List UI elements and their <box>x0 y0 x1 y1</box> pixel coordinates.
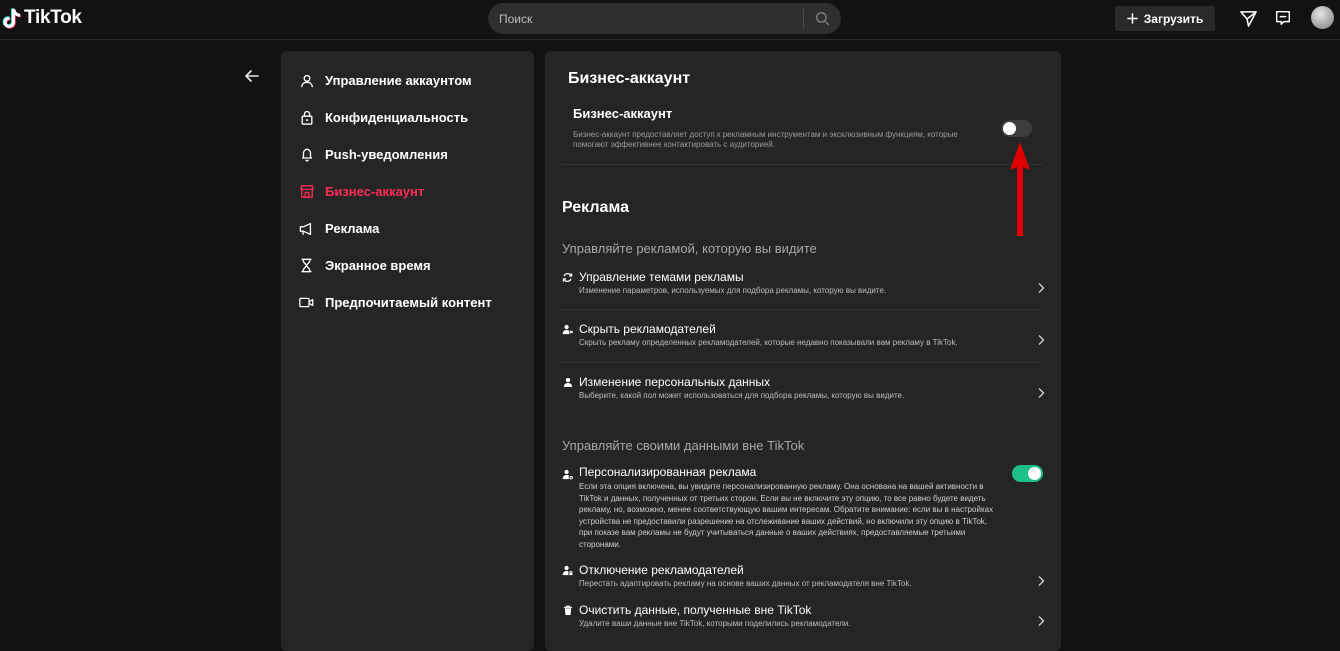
sidebar-item-label: Экранное время <box>325 258 431 273</box>
lock-icon <box>299 110 314 125</box>
toggle-knob <box>1003 122 1016 135</box>
top-header <box>0 0 1340 40</box>
divider <box>562 362 1043 363</box>
search-button[interactable] <box>804 3 840 34</box>
shop-icon <box>299 184 314 199</box>
back-button[interactable] <box>243 67 261 85</box>
sidebar-item-label: Конфиденциальность <box>325 110 469 125</box>
row-title: Управление темами рекламы <box>579 270 744 284</box>
refresh-icon <box>562 272 573 283</box>
sidebar-item-label: Реклама <box>325 221 380 236</box>
trash-icon <box>562 605 573 616</box>
search-input[interactable] <box>488 3 803 34</box>
row-description: Если эта опция включена, вы увидите персонализированную рекламу. Она основана на вашей активности в TikTok и данных, полученных от третьих сторон. Если вы не включите эту опцию, то все равно будете видеть рекламу, но, возможно, менее соответствующую вашим интересам. Обратите внимание: если вы в настройках устройства не предоставили разрешение на отслеживание ваших действий, но включили эту опцию в TikTok, при показе вам рекламы не будут учитываться данные о ваших действиях, предоставляемые третьими сторонами. <box>579 482 994 549</box>
divider <box>562 164 1043 165</box>
plus-icon <box>1127 13 1138 24</box>
brand-name: TikTok <box>24 7 82 28</box>
row-description: Скрыть рекламу определенных рекламодателей, которые недавно показывали вам рекламу в TikTok. <box>579 338 958 347</box>
row-description: Изменение параметров, используемых для подбора рекламы, которую вы видите. <box>579 286 887 295</box>
sidebar-item-label: Бизнес-аккаунт <box>325 184 425 199</box>
ads-section-title: Реклама <box>562 199 629 216</box>
row-title: Отключение рекламодателей <box>579 563 744 577</box>
chevron-right-icon <box>1037 334 1045 346</box>
sidebar-item-privacy[interactable] <box>281 99 534 136</box>
business-account-title: Бизнес-аккаунт <box>573 106 673 121</box>
sidebar-item-label: Предпочитаемый контент <box>325 295 492 310</box>
ads-subsection-title: Управляйте рекламой, которую вы видите <box>562 241 817 256</box>
message-icon <box>1274 9 1292 27</box>
sidebar-item-ads[interactable] <box>281 210 534 247</box>
row-description: Выберите, какой пол может использоваться для подбора рекламы, которую вы видите. <box>579 391 905 400</box>
inbox-send-button[interactable] <box>1238 8 1258 28</box>
arrow-left-icon <box>243 67 261 85</box>
upload-button[interactable] <box>1115 6 1215 31</box>
row-description: Удалите ваши данные вне TikTok, которыми поделились рекламодатели. <box>579 619 851 628</box>
personalized-ads-toggle[interactable] <box>1012 465 1043 482</box>
chevron-right-icon <box>1037 575 1045 587</box>
annotation-arrow-icon <box>1009 140 1031 238</box>
row-title: Персонализированная реклама <box>579 465 757 479</box>
disconnect-advertisers-row[interactable] <box>562 563 1043 595</box>
user-hide-icon <box>562 324 573 335</box>
upload-label: Загрузить <box>1143 11 1204 26</box>
user-icon <box>562 377 573 388</box>
personal-data-row[interactable] <box>562 375 1043 409</box>
toggle-knob <box>1028 467 1041 480</box>
sidebar-item-push[interactable] <box>281 136 534 173</box>
megaphone-icon <box>299 221 314 236</box>
ad-topics-row[interactable] <box>562 270 1043 304</box>
hide-advertisers-row[interactable] <box>562 322 1043 356</box>
chevron-right-icon <box>1037 387 1045 399</box>
search-icon <box>815 11 830 26</box>
paper-plane-icon <box>1239 9 1258 28</box>
clear-off-tiktok-data-row[interactable] <box>562 603 1043 635</box>
chevron-right-icon <box>1037 615 1045 627</box>
settings-panel <box>545 51 1061 651</box>
sidebar-item-label: Управление аккаунтом <box>325 73 472 88</box>
sidebar-item-content[interactable] <box>281 284 534 321</box>
messages-button[interactable] <box>1273 8 1293 28</box>
hourglass-icon <box>299 258 314 273</box>
sidebar-item-business[interactable] <box>281 173 534 210</box>
search-bar <box>488 3 841 34</box>
tiktok-note-icon <box>2 7 22 29</box>
video-icon <box>299 295 314 310</box>
chevron-right-icon <box>1037 282 1045 294</box>
row-description: Перестать адаптировать рекламу на основе ваших данных от рекламодателя вне TikTok. <box>579 579 912 588</box>
user-gear-icon <box>562 467 573 485</box>
row-title: Скрыть рекламодателей <box>579 322 716 336</box>
user-lock-icon <box>562 565 573 576</box>
avatar[interactable] <box>1311 6 1334 29</box>
sidebar-item-label: Push-уведомления <box>325 147 448 162</box>
row-title: Изменение персональных данных <box>579 375 771 389</box>
business-account-toggle[interactable] <box>1001 120 1032 137</box>
bell-icon <box>299 147 314 162</box>
sidebar-item-screen-time[interactable] <box>281 247 534 284</box>
row-title: Очистить данные, полученные вне TikTok <box>579 603 812 617</box>
settings-sidebar <box>281 51 534 651</box>
off-tiktok-subsection-title: Управляйте своими данными вне TikTok <box>562 438 805 453</box>
business-account-description: Бизнес-аккаунт предоставляет доступ к рекламным инструментам и эксклюзивным функциям, которые помогают эффективнее контактировать с аудиторией. <box>573 130 958 149</box>
tiktok-logo[interactable] <box>2 7 82 29</box>
person-icon <box>299 73 314 88</box>
page-title: Бизнес-аккаунт <box>568 70 691 87</box>
divider <box>562 309 1043 310</box>
sidebar-item-account[interactable] <box>281 62 534 99</box>
